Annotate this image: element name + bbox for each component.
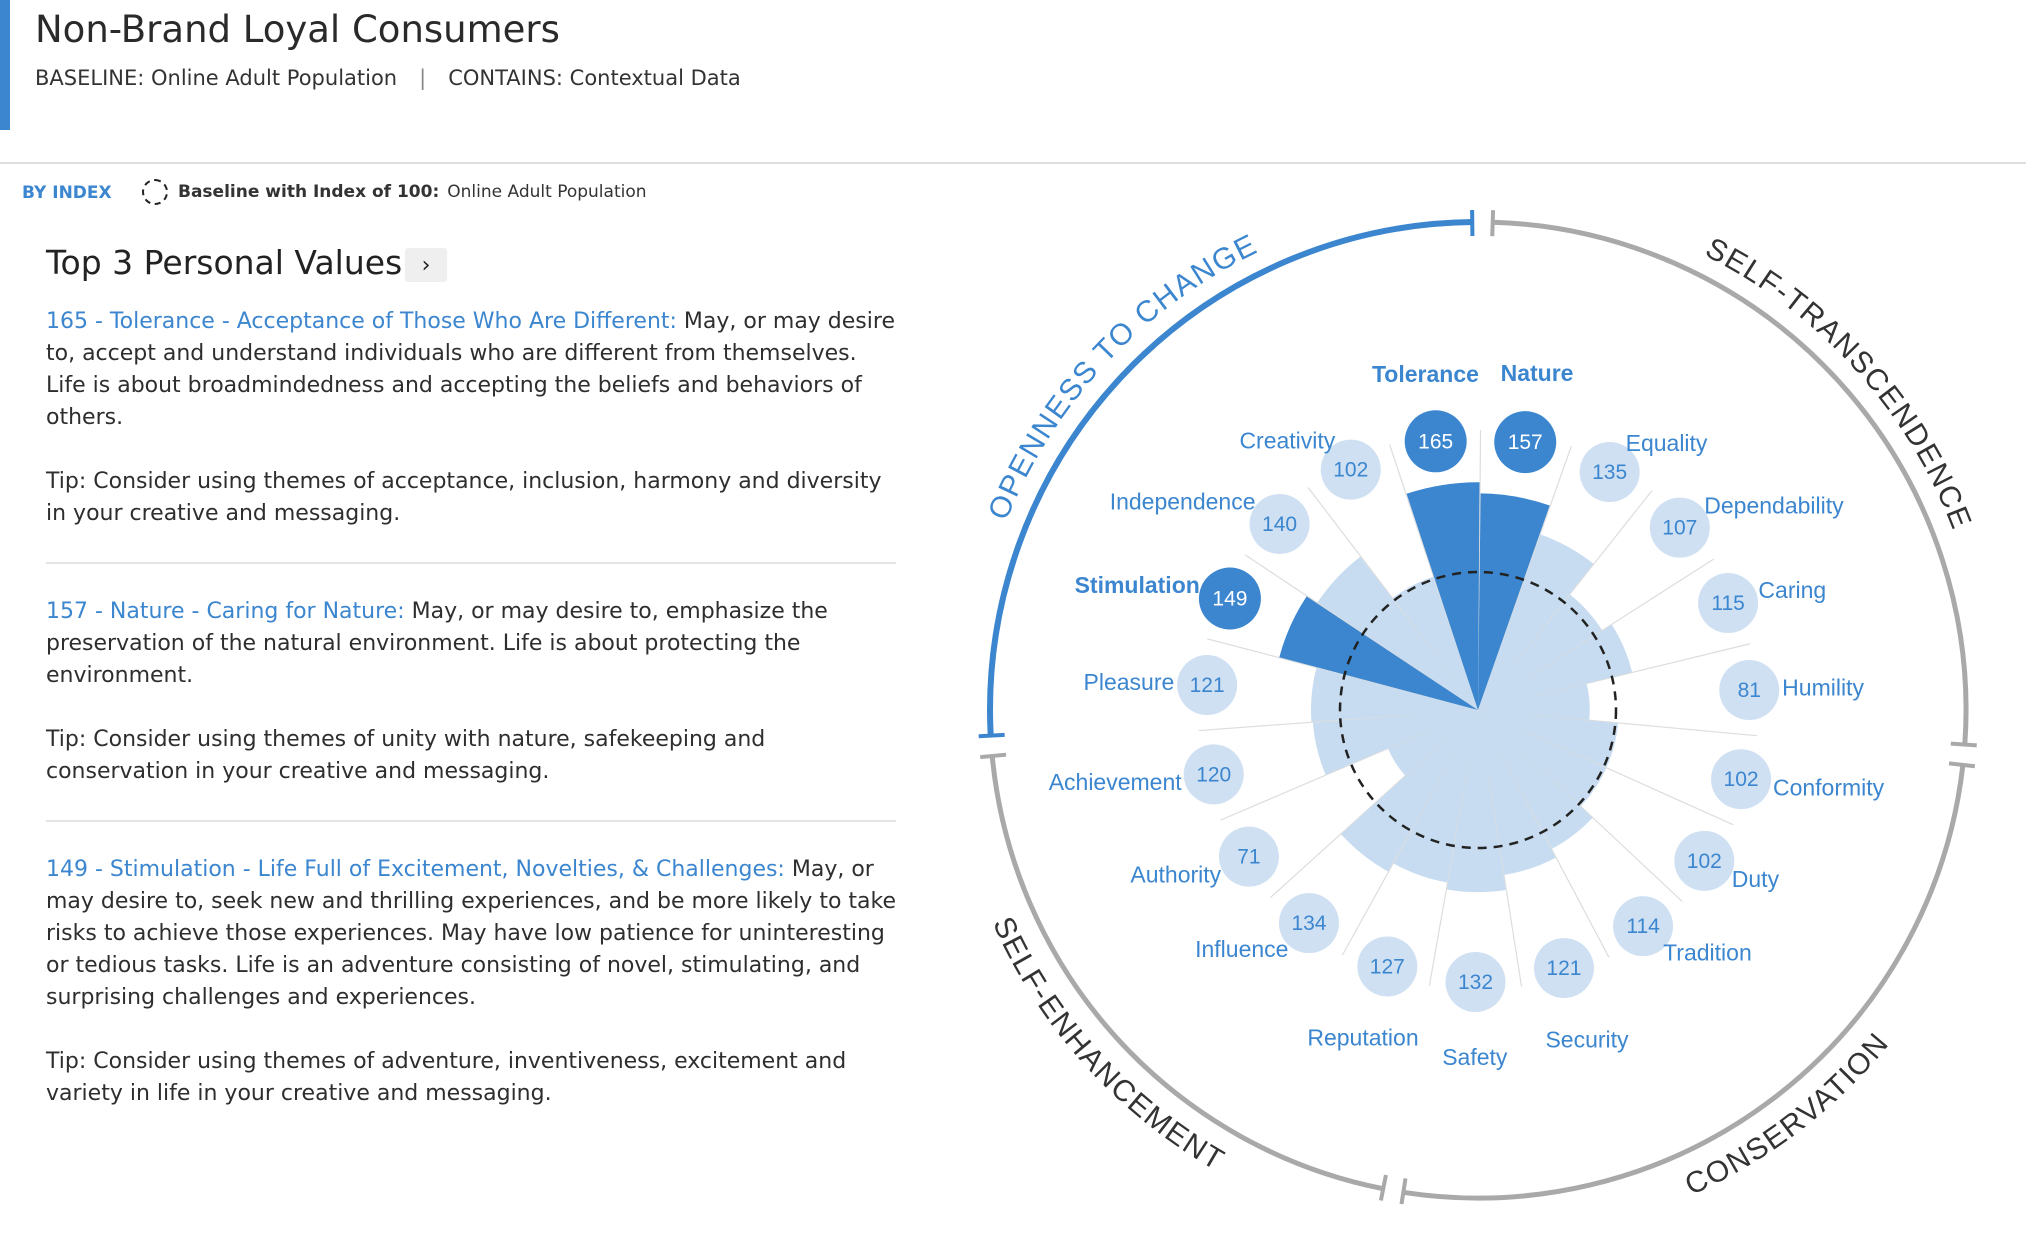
badge-value-reputation: 127 [1369, 955, 1405, 979]
group-label-text: OPENNESS TO CHANGE [982, 227, 1263, 525]
category-label-reputation: Reputation [1307, 1024, 1419, 1051]
category-label-security: Security [1545, 1026, 1629, 1053]
group-ring-tick [1949, 763, 1975, 766]
chevron-right-icon: › [421, 252, 431, 278]
baseline-legend-value: Online Adult Population [447, 182, 647, 202]
badge-value-tolerance: 165 [1418, 430, 1454, 454]
category-label-duty: Duty [1731, 866, 1780, 893]
badge-value-safety: 132 [1457, 970, 1494, 994]
badge-value-achievement: 120 [1196, 763, 1232, 787]
badge-value-conformity: 102 [1723, 768, 1759, 792]
category-label-authority: Authority [1130, 861, 1222, 888]
top3-title: Top 3 Personal Values [46, 243, 403, 282]
value-tip: Tip: Consider using themes of acceptance, inclusion, harmony and diversity in your creative and messaging. [46, 469, 882, 526]
category-label-creativity: Creativity [1239, 427, 1336, 454]
category-label-equality: Equality [1625, 430, 1708, 457]
group-ring-tick [1381, 1175, 1386, 1201]
value-heading: 149 - Stimulation - Life Full of Excitement, Novelties, & Challenges: [46, 857, 785, 882]
group-label-text: SELF-TRANSCENDENCE [1700, 231, 1978, 535]
badge-value-equality: 135 [1592, 460, 1628, 484]
value-body: May, or may desire to, seek new and thrilling experiences, and be more likely to take risks to achieve those experiences. May have low patience for uninteresting or tedious tasks. Life is an adventure consisting of novel, stimulating, and surprising challenges and experiences. [46, 857, 896, 1010]
contains-text: CONTAINS: Contextual Data [448, 66, 741, 90]
group-ring-tick [979, 735, 1005, 736]
by-index-toggle[interactable]: BY INDEX [22, 183, 112, 203]
badge-value-authority: 71 [1237, 845, 1261, 869]
value-heading: 157 - Nature - Caring for Nature: [46, 599, 405, 624]
category-label-stimulation: Stimulation [1074, 571, 1200, 598]
value-body: May, or may desire to, emphasize the preservation of the natural environment. Life is about protecting the environment. [46, 599, 828, 688]
badge-value-dependability: 107 [1662, 516, 1698, 540]
category-label-humility: Humility [1782, 674, 1864, 701]
category-label-safety: Safety [1442, 1043, 1508, 1070]
badge-value-stimulation: 149 [1212, 587, 1248, 611]
category-label-influence: Influence [1195, 935, 1289, 962]
group-ring-tick [1951, 744, 1977, 746]
category-label-conformity: Conformity [1772, 774, 1885, 801]
category-label-tradition: Tradition [1663, 939, 1752, 966]
badge-value-caring: 115 [1711, 592, 1745, 616]
badge-value-independence: 140 [1262, 512, 1298, 536]
value-body: May, or may desire to, accept and understand individuals who are different from themselves. Life is about broadmindedness and accepting the beliefs and behaviors of others. [46, 309, 895, 430]
group-ring-tick [1402, 1178, 1406, 1204]
badge-value-creativity: 102 [1333, 458, 1369, 482]
group-label-text: CONSERVATION [1679, 1026, 1896, 1202]
value-tip: Tip: Consider using themes of unity with nature, safekeeping and conservation in your creative and messaging. [46, 727, 766, 784]
badge-value-security: 121 [1546, 957, 1582, 981]
page-title: Non-Brand Loyal Consumers [35, 8, 560, 51]
badge-value-pleasure: 121 [1189, 674, 1225, 698]
group-label-conservation [1680, 1026, 1896, 1201]
value-heading: 165 - Tolerance - Acceptance of Those Who Are Different: [46, 309, 677, 334]
group-ring-tick [1492, 210, 1493, 236]
badge-value-tradition: 114 [1626, 915, 1660, 939]
group-ring-tick [980, 755, 1006, 757]
category-label-nature: Nature [1500, 360, 1574, 387]
category-label-dependability: Dependability [1704, 492, 1844, 519]
bar-wedges [1279, 482, 1632, 892]
badge-value-nature: 157 [1507, 431, 1543, 455]
category-label-tolerance: Tolerance [1371, 361, 1479, 388]
group-label-self-enhancement [986, 912, 1230, 1178]
value-tip: Tip: Consider using themes of adventure, inventiveness, excitement and variety in life in your creative and messaging. [46, 1049, 847, 1106]
badge-value-duty: 102 [1686, 849, 1722, 873]
baseline-text: BASELINE: Online Adult Population [35, 66, 398, 90]
category-label-pleasure: Pleasure [1083, 669, 1175, 696]
header-separator: | [419, 66, 427, 90]
category-label-independence: Independence [1109, 488, 1256, 515]
category-label-caring: Caring [1758, 577, 1827, 604]
group-label-text: SELF-ENHANCEMENT [986, 911, 1231, 1178]
badge-value-humility: 81 [1737, 679, 1761, 703]
baseline-legend-label: Baseline with Index of 100: [178, 182, 440, 202]
category-label-achievement: Achievement [1048, 769, 1182, 796]
badge-value-influence: 134 [1291, 912, 1327, 936]
